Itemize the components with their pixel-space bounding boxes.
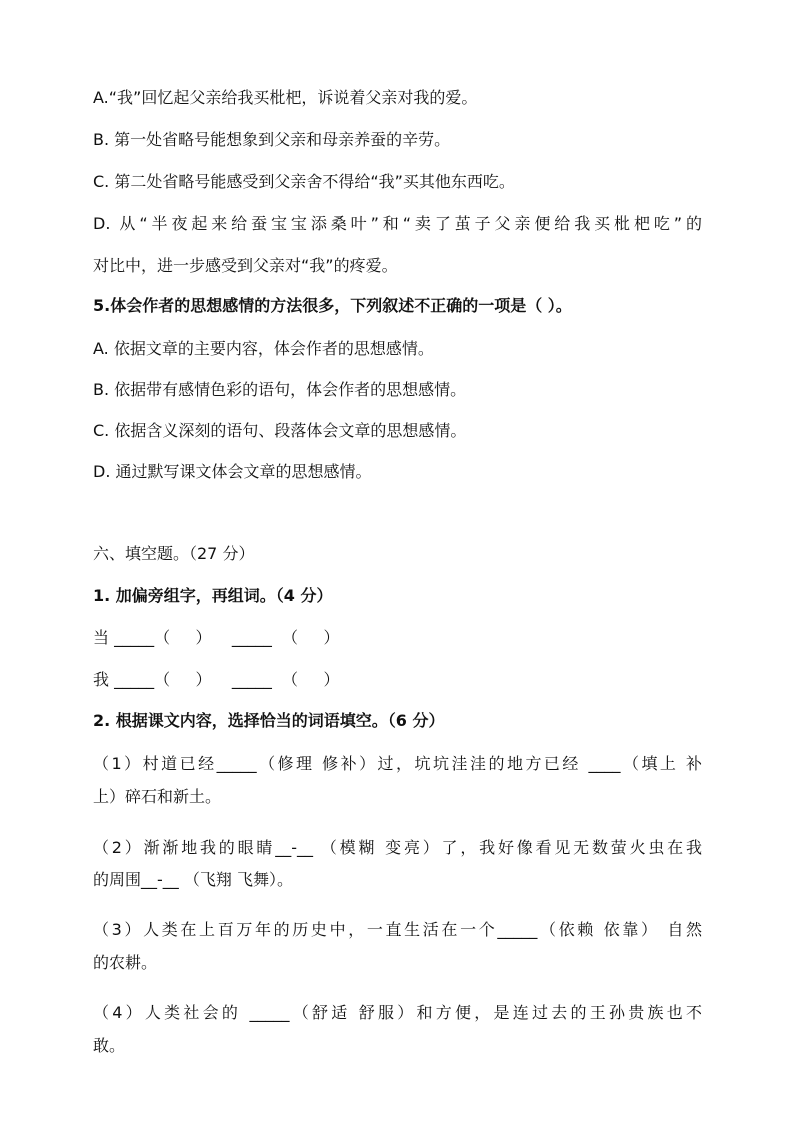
s6-q2-item-3: （3）人类在上百万年的历史中，一直生活在一个_____（依赖 依靠） 自然	[93, 920, 702, 939]
q5-option-d: D. 通过默写课文体会文章的思想感情。	[93, 462, 372, 481]
s6-q2-item-2-continued: 的周围__-__ （飞翔 飞舞）。	[93, 870, 293, 889]
s6-q2-item-2: （2）渐渐地我的眼睛__-__ （模糊 变亮）了，我好像看见无数萤火虫在我	[93, 838, 702, 857]
q4-option-d-continued: 对比中，进一步感受到父亲对“我”的疼爱。	[93, 256, 398, 275]
s6-q1-row-2: 我 _____（ ） _____ （ ）	[93, 670, 340, 689]
s6-q2-item-4: （4）人类社会的 _____（舒适 舒服）和方便，是连过去的王孙贵族也不	[93, 1003, 702, 1022]
s6-q1-row-1: 当 _____（ ） _____ （ ）	[93, 628, 340, 647]
s6-q2-stem: 2. 根据课文内容，选择恰当的词语填空。（6 分）	[93, 711, 445, 730]
q4-option-b: B. 第一处省略号能想象到父亲和母亲养蚕的辛劳。	[93, 130, 451, 149]
q5-stem: 5.体会作者的思想感情的方法很多，下列叙述不正确的一项是（ ）。	[93, 296, 572, 315]
q5-option-a: A. 依据文章的主要内容，体会作者的思想感情。	[93, 339, 434, 358]
section-6-title: 六、填空题。（27 分）	[93, 544, 255, 563]
q5-option-b: B. 依据带有感情色彩的语句，体会作者的思想感情。	[93, 380, 467, 399]
s6-q1-stem: 1. 加偏旁组字，再组词。（4 分）	[93, 586, 333, 605]
q4-option-c: C. 第二处省略号能感受到父亲舍不得给“我”买其他东西吃。	[93, 172, 515, 191]
s6-q2-item-3-continued: 的农耕。	[93, 953, 158, 972]
q4-option-a: A.“我”回忆起父亲给我买枇杷，诉说着父亲对我的爱。	[93, 88, 478, 107]
s6-q2-item-4-continued: 敢。	[93, 1036, 126, 1055]
s6-q2-item-1-continued: 上）碎石和新土。	[93, 787, 222, 806]
s6-q2-item-1: （1）村道已经_____（修理 修补）过，坑坑洼洼的地方已经 ____（填上 补	[93, 754, 702, 773]
q5-option-c: C. 依据含义深刻的语句、段落体会文章的思想感情。	[93, 421, 467, 440]
q4-option-d: D. 从“半夜起来给蚕宝宝添桑叶”和“卖了茧子父亲便给我买枇杷吃”的	[93, 214, 702, 233]
